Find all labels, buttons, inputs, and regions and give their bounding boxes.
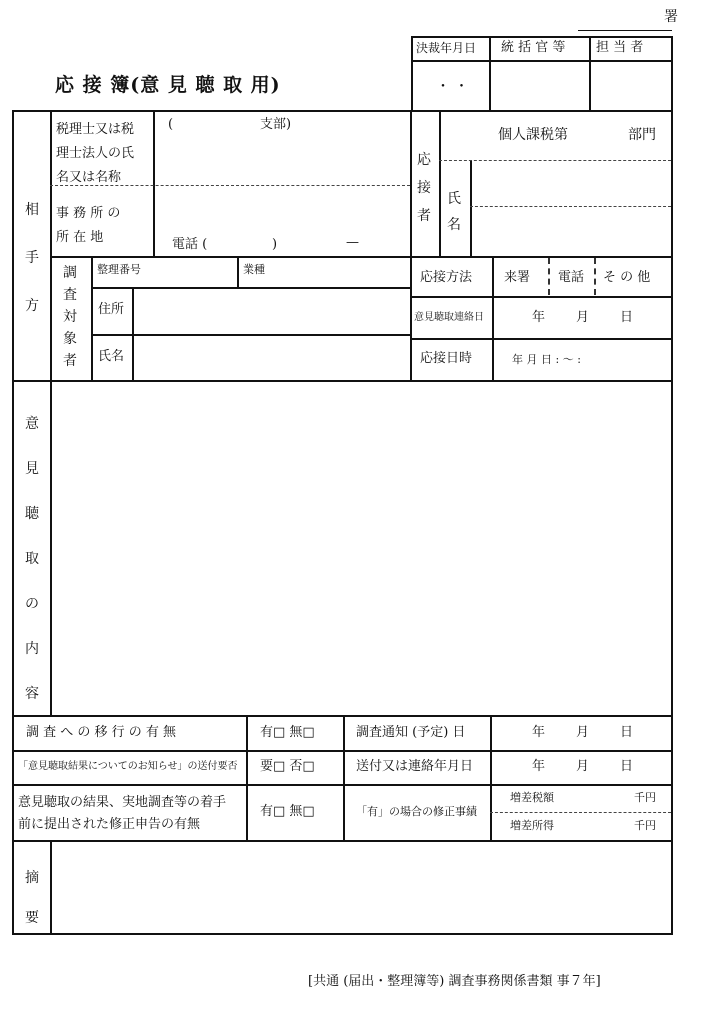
notice-date-label: 調査通知 (予定) 日: [356, 725, 466, 740]
branch-label: 支部): [260, 117, 292, 132]
amend-result-label: 「有」の場合の修正事績: [356, 805, 477, 818]
footer-note: [共通 (届出・整理簿等) 調査事務関係書類 事７年]: [308, 974, 601, 989]
tax-accountant-label: 税理士又は税 理士法人の氏 名又は名称: [56, 122, 135, 185]
notification-options[interactable]: 要□ 否□: [260, 759, 315, 774]
staff-label: 担 当 者: [596, 40, 644, 55]
responder-section-label: 応 接 者: [417, 152, 431, 224]
branch-open-paren: (: [168, 117, 174, 132]
contact-date-month: 月: [576, 310, 590, 325]
contact-date-day: 日: [620, 310, 634, 325]
summary-label: 摘 要: [25, 870, 39, 926]
industry-label: 業種: [243, 263, 265, 276]
income-increase-unit: 千円: [634, 819, 656, 832]
frame-top: [12, 110, 673, 112]
phone-close-paren: ): [272, 237, 278, 252]
supervisor-label: 統 括 官 等: [501, 40, 566, 55]
transition-options[interactable]: 有□ 無□: [260, 725, 315, 740]
subject-section-label: 調 査 対 象 者: [63, 265, 77, 369]
amended-return-label: 意見聴取の結果、実地調査等の着手 前に提出された修正申告の有無: [18, 795, 227, 832]
method-option-visit: 来署: [504, 270, 531, 285]
send-month: 月: [576, 759, 590, 774]
decision-date-label: 決裁年月日: [416, 41, 477, 55]
frame-bottom: [12, 933, 673, 935]
signature-underline: [578, 30, 672, 31]
send-year: 年: [532, 759, 546, 774]
notification-label: 「意見聴取結果についてのお知らせ」の送付要否: [18, 761, 238, 772]
content-writing-area[interactable]: [53, 383, 669, 713]
summary-writing-area[interactable]: [53, 843, 669, 931]
frame-left: [12, 110, 14, 935]
address-label: 住所: [98, 302, 125, 317]
contact-date-year: 年: [532, 310, 546, 325]
income-increase-label: 増差所得: [510, 819, 554, 832]
transition-label: 調 査 へ の 移 行 の 有 無: [26, 725, 177, 740]
frame-right: [671, 110, 673, 935]
datetime-label: 応接日時: [420, 351, 473, 366]
signature-label: 署: [664, 9, 678, 25]
department-prefix: 個人課税第: [498, 127, 568, 143]
office-address-label: 事 務 所 の 所 在 地: [56, 206, 121, 245]
send-day: 日: [620, 759, 634, 774]
amended-options[interactable]: 有□ 無□: [260, 804, 315, 819]
method-label: 応接方法: [420, 270, 473, 285]
phone-dash: —: [346, 235, 359, 250]
method-option-phone: 電話: [558, 270, 585, 285]
subject-name-label: 氏名: [98, 349, 125, 364]
reference-number-label: 整理番号: [97, 263, 141, 276]
decision-date-value: ・ ・: [436, 79, 469, 95]
contact-date-label: 意見聴取連絡日: [414, 312, 484, 323]
notice-month: 月: [576, 725, 590, 740]
notice-year: 年: [532, 725, 546, 740]
form-title: 応 接 簿(意 見 聴 取 用): [55, 74, 281, 96]
responder-name-label: 氏 名: [447, 191, 461, 233]
method-option-other: そ の 他: [603, 270, 651, 285]
tax-increase-unit: 千円: [634, 791, 656, 804]
phone-label: 電話 (: [172, 237, 208, 252]
content-section-label: 意 見 聴 取 の 内 容: [25, 416, 39, 702]
datetime-value: 年 月 日 : 〜 :: [512, 353, 581, 366]
send-date-label: 送付又は連絡年月日: [356, 759, 474, 774]
tax-increase-label: 増差税額: [510, 791, 554, 804]
counterpart-section-label: 相 手 方: [25, 202, 39, 314]
department-suffix: 部門: [628, 127, 656, 143]
notice-day: 日: [620, 725, 634, 740]
